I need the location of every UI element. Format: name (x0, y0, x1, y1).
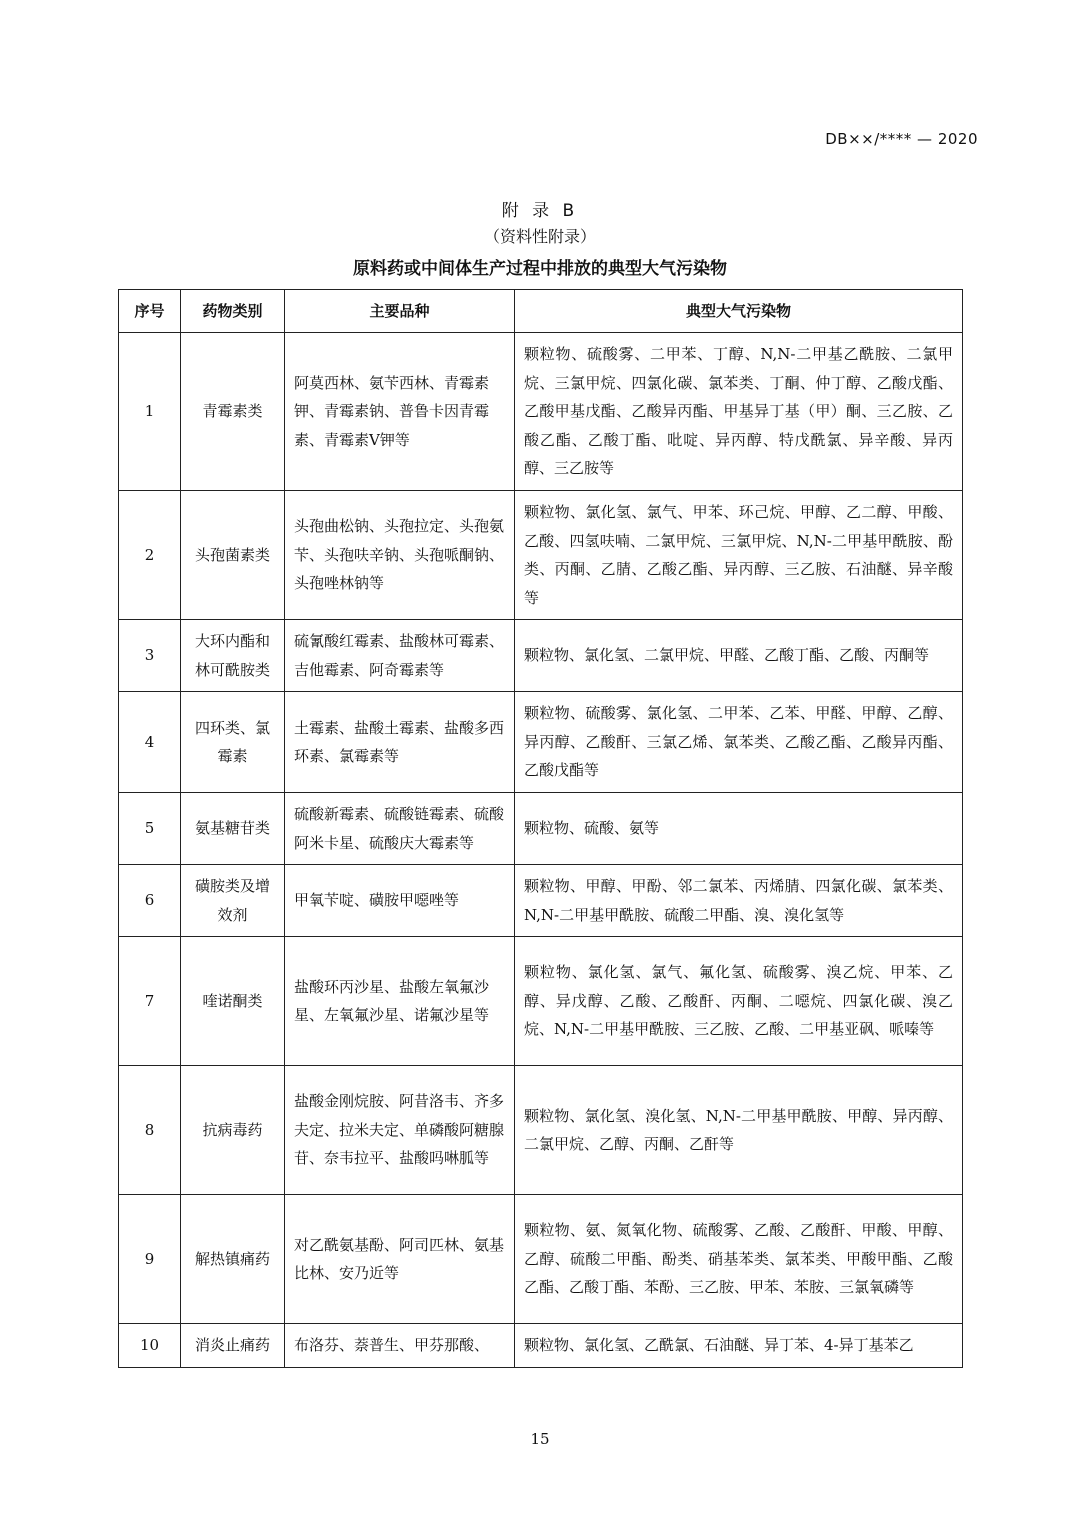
typical-pollutants: 颗粒物、氯化氢、氯气、氟化氢、硫酸雾、溴乙烷、甲苯、乙醇、异戊醇、乙酸、乙酸酐、丙酮、二噁烷、四氯化碳、溴乙烷、N,N-二甲基甲酰胺、三乙胺、乙酸、二甲基亚砜、哌嗪等 (515, 937, 963, 1066)
main-varieties: 对乙酰氨基酚、阿司匹林、氨基比林、安乃近等 (285, 1195, 515, 1324)
drug-category: 磺胺类及增效剂 (181, 865, 285, 937)
row-number: 4 (119, 692, 181, 793)
table-row (119, 937, 963, 1066)
table-row (119, 333, 963, 491)
row-number: 5 (119, 793, 181, 865)
appendix-nature: （资料性附录） (483, 227, 596, 246)
row-number: 2 (119, 491, 181, 620)
drug-category: 消炎止痛药 (181, 1324, 285, 1368)
page-number: 15 (530, 1430, 550, 1448)
typical-pollutants: 颗粒物、氯化氢、乙酰氯、石油醚、异丁苯、4-异丁基苯乙 (515, 1324, 963, 1368)
main-varieties: 甲氧苄啶、磺胺甲噁唑等 (285, 865, 515, 937)
row-number: 9 (119, 1195, 181, 1324)
typical-pollutants: 颗粒物、氯化氢、溴化氢、N,N-二甲基甲酰胺、甲醇、异丙醇、二氯甲烷、乙醇、丙酮、乙酐等 (515, 1066, 963, 1195)
table-row (119, 865, 963, 937)
drug-category: 头孢菌素类 (181, 491, 285, 620)
drug-category: 喹诺酮类 (181, 937, 285, 1066)
typical-pollutants: 颗粒物、甲醇、甲酚、邻二氯苯、丙烯腈、四氯化碳、氯苯类、N,N-二甲基甲酰胺、硫酸二甲酯、溴、溴化氢等 (515, 865, 963, 937)
pollutant-table (118, 289, 963, 1368)
row-number: 7 (119, 937, 181, 1066)
table-row (119, 1066, 963, 1195)
row-number: 1 (119, 333, 181, 491)
typical-pollutants: 颗粒物、硫酸雾、二甲苯、丁醇、N,N-二甲基乙酰胺、二氯甲烷、三氯甲烷、四氯化碳、氯苯类、丁酮、仲丁醇、乙酸戊酯、乙酸甲基戊酯、乙酸异丙酯、甲基异丁基（甲）酮、三乙胺、乙酸乙酯、乙酸丁酯、吡啶、异丙醇、特戊酰氯、异辛酸、异丙醇、三乙胺等 (515, 333, 963, 491)
table-row (119, 692, 963, 793)
column-header-no: 序号 (119, 290, 181, 333)
appendix-title: 原料药或中间体生产过程中排放的典型大气污染物 (353, 259, 727, 279)
table-header-row (119, 290, 963, 333)
main-varieties: 土霉素、盐酸土霉素、盐酸多西环素、氯霉素等 (285, 692, 515, 793)
table-row (119, 491, 963, 620)
table-row (119, 620, 963, 692)
column-header-pollutants: 典型大气污染物 (515, 290, 963, 333)
row-number: 10 (119, 1324, 181, 1368)
table-row (119, 1324, 963, 1368)
typical-pollutants: 颗粒物、硫酸、氨等 (515, 793, 963, 865)
drug-category: 四环类、氯霉素 (181, 692, 285, 793)
typical-pollutants: 颗粒物、硫酸雾、氯化氢、二甲苯、乙苯、甲醛、甲醇、乙醇、异丙醇、乙酸酐、三氯乙烯、氯苯类、乙酸乙酯、乙酸异丙酯、乙酸戊酯等 (515, 692, 963, 793)
drug-category: 解热镇痛药 (181, 1195, 285, 1324)
row-number: 3 (119, 620, 181, 692)
table-row (119, 1195, 963, 1324)
typical-pollutants: 颗粒物、氯化氢、氯气、甲苯、环己烷、甲醇、乙二醇、甲酸、乙酸、四氢呋喃、二氯甲烷、三氯甲烷、N,N-二甲基甲酰胺、酚类、丙酮、乙腈、乙酸乙酯、异丙醇、三乙胺、石油醚、异辛酸等 (515, 491, 963, 620)
main-varieties: 阿莫西林、氨苄西林、青霉素钾、青霉素钠、普鲁卡因青霉素、青霉素Ⅴ钾等 (285, 333, 515, 491)
appendix-label: 附 录 B (501, 201, 579, 221)
drug-category: 青霉素类 (181, 333, 285, 491)
main-varieties: 盐酸环丙沙星、盐酸左氧氟沙星、左氧氟沙星、诺氟沙星等 (285, 937, 515, 1066)
main-varieties: 盐酸金刚烷胺、阿昔洛韦、齐多夫定、拉米夫定、单磷酸阿糖腺苷、奈韦拉平、盐酸吗啉胍等 (285, 1066, 515, 1195)
drug-category: 抗病毒药 (181, 1066, 285, 1195)
typical-pollutants: 颗粒物、氨、氮氧化物、硫酸雾、乙酸、乙酸酐、甲酸、甲醇、乙醇、硫酸二甲酯、酚类、硝基苯类、氯苯类、甲酸甲酯、乙酸乙酯、乙酸丁酯、苯酚、三乙胺、甲苯、苯胺、三氯氧磷等 (515, 1195, 963, 1324)
document-code: DB××/**** — 2020 (825, 130, 978, 148)
typical-pollutants: 颗粒物、氯化氢、二氯甲烷、甲醛、乙酸丁酯、乙酸、丙酮等 (515, 620, 963, 692)
column-header-varieties: 主要品种 (285, 290, 515, 333)
row-number: 6 (119, 865, 181, 937)
main-varieties: 硫氰酸红霉素、盐酸林可霉素、吉他霉素、阿奇霉素等 (285, 620, 515, 692)
main-varieties: 硫酸新霉素、硫酸链霉素、硫酸阿米卡星、硫酸庆大霉素等 (285, 793, 515, 865)
column-header-category: 药物类别 (181, 290, 285, 333)
drug-category: 大环内酯和林可酰胺类 (181, 620, 285, 692)
main-varieties: 头孢曲松钠、头孢拉定、头孢氨苄、头孢呋辛钠、头孢哌酮钠、头孢唑林钠等 (285, 491, 515, 620)
table-row (119, 793, 963, 865)
drug-category: 氨基糖苷类 (181, 793, 285, 865)
row-number: 8 (119, 1066, 181, 1195)
main-varieties: 布洛芬、萘普生、甲芬那酸、 (285, 1324, 515, 1368)
